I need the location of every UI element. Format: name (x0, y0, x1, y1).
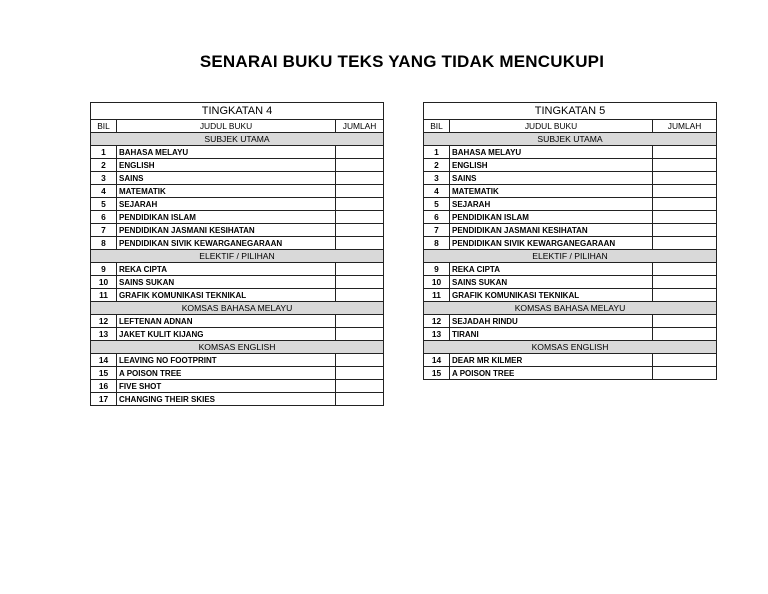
table-row (424, 159, 717, 172)
book-title: BAHASA MELAYU (450, 146, 653, 159)
amount-cell[interactable] (653, 328, 717, 341)
row-number: 14 (91, 354, 117, 367)
table-tingkatan-4 (90, 102, 384, 406)
row-number: 12 (424, 315, 450, 328)
section-heading: KOMSAS ENGLISH (424, 341, 717, 354)
table-body (424, 103, 717, 380)
table-row (91, 159, 384, 172)
row-number: 2 (91, 159, 117, 172)
amount-cell[interactable] (336, 367, 384, 380)
table-row (91, 146, 384, 159)
amount-cell[interactable] (336, 393, 384, 406)
table-row (424, 276, 717, 289)
book-title: SEJADAH RINDU (450, 315, 653, 328)
row-number: 1 (424, 146, 450, 159)
table-heading: TINGKATAN 4 (91, 103, 384, 120)
table-row (424, 367, 717, 380)
book-title: JAKET KULIT KIJANG (117, 328, 336, 341)
column-header-row (424, 120, 717, 133)
book-title: SAINS SUKAN (117, 276, 336, 289)
section-row (91, 302, 384, 315)
table-row (424, 237, 717, 250)
table-heading-row (424, 103, 717, 120)
amount-cell[interactable] (653, 354, 717, 367)
section-heading: KOMSAS BAHASA MELAYU (424, 302, 717, 315)
amount-cell[interactable] (653, 211, 717, 224)
book-title: GRAFIK KOMUNIKASI TEKNIKAL (117, 289, 336, 302)
row-number: 1 (91, 146, 117, 159)
book-title: SAINS (117, 172, 336, 185)
book-title: SAINS (450, 172, 653, 185)
amount-cell[interactable] (336, 172, 384, 185)
book-title: A POISON TREE (450, 367, 653, 380)
row-number: 6 (424, 211, 450, 224)
table-tingkatan-5 (423, 102, 717, 380)
row-number: 6 (91, 211, 117, 224)
table-row (424, 315, 717, 328)
section-heading: SUBJEK UTAMA (91, 133, 384, 146)
book-title: SEJARAH (450, 198, 653, 211)
table-row (424, 185, 717, 198)
row-number: 13 (91, 328, 117, 341)
amount-cell[interactable] (653, 198, 717, 211)
table-row (91, 380, 384, 393)
table-row (424, 354, 717, 367)
row-number: 16 (91, 380, 117, 393)
book-title: PENDIDIKAN SIVIK KEWARGANEGARAAN (117, 237, 336, 250)
amount-cell[interactable] (336, 380, 384, 393)
table-row (424, 289, 717, 302)
column-header-jumlah: JUMLAH (336, 120, 384, 133)
table-row (91, 328, 384, 341)
row-number: 11 (424, 289, 450, 302)
table-body (91, 103, 384, 406)
book-title: PENDIDIKAN JASMANI KESIHATAN (450, 224, 653, 237)
table-row (424, 263, 717, 276)
section-heading: ELEKTIF / PILIHAN (424, 250, 717, 263)
book-title: PENDIDIKAN ISLAM (117, 211, 336, 224)
row-number: 3 (91, 172, 117, 185)
row-number: 17 (91, 393, 117, 406)
table-row (424, 328, 717, 341)
table-row (91, 263, 384, 276)
row-number: 15 (424, 367, 450, 380)
section-heading: ELEKTIF / PILIHAN (91, 250, 384, 263)
book-title: REKA CIPTA (450, 263, 653, 276)
table-row (91, 315, 384, 328)
row-number: 11 (91, 289, 117, 302)
row-number: 5 (91, 198, 117, 211)
book-title: PENDIDIKAN SIVIK KEWARGANEGARAAN (450, 237, 653, 250)
section-heading: KOMSAS ENGLISH (91, 341, 384, 354)
column-header-bil: BIL (424, 120, 450, 133)
book-title: PENDIDIKAN JASMANI KESIHATAN (117, 224, 336, 237)
row-number: 14 (424, 354, 450, 367)
row-number: 3 (424, 172, 450, 185)
book-title: BAHASA MELAYU (117, 146, 336, 159)
row-number: 9 (424, 263, 450, 276)
section-row (91, 250, 384, 263)
row-number: 10 (91, 276, 117, 289)
table-heading: TINGKATAN 5 (424, 103, 717, 120)
amount-cell[interactable] (336, 185, 384, 198)
row-number: 12 (91, 315, 117, 328)
row-number: 10 (424, 276, 450, 289)
amount-cell[interactable] (336, 198, 384, 211)
column-header-judul: JUDUL BUKU (450, 120, 653, 133)
section-row (424, 341, 717, 354)
amount-cell[interactable] (336, 354, 384, 367)
table-row (424, 224, 717, 237)
book-title: DEAR MR KILMER (450, 354, 653, 367)
table-row (91, 276, 384, 289)
section-heading: SUBJEK UTAMA (424, 133, 717, 146)
amount-cell[interactable] (336, 328, 384, 341)
amount-cell[interactable] (336, 224, 384, 237)
row-number: 8 (91, 237, 117, 250)
table-row (91, 211, 384, 224)
book-title: ENGLISH (117, 159, 336, 172)
book-title: FIVE SHOT (117, 380, 336, 393)
book-title: REKA CIPTA (117, 263, 336, 276)
table-row (424, 198, 717, 211)
column-header-bil: BIL (91, 120, 117, 133)
amount-cell[interactable] (336, 146, 384, 159)
amount-cell[interactable] (336, 289, 384, 302)
book-title: ENGLISH (450, 159, 653, 172)
book-title: LEFTENAN ADNAN (117, 315, 336, 328)
book-title: SAINS SUKAN (450, 276, 653, 289)
section-row (424, 133, 717, 146)
section-row (424, 302, 717, 315)
amount-cell[interactable] (336, 276, 384, 289)
amount-cell[interactable] (653, 172, 717, 185)
amount-cell[interactable] (653, 276, 717, 289)
amount-cell[interactable] (653, 367, 717, 380)
table-row (91, 367, 384, 380)
table-row (91, 289, 384, 302)
row-number: 15 (91, 367, 117, 380)
row-number: 2 (424, 159, 450, 172)
table-row (91, 172, 384, 185)
section-heading: KOMSAS BAHASA MELAYU (91, 302, 384, 315)
row-number: 9 (91, 263, 117, 276)
table-row (424, 146, 717, 159)
row-number: 13 (424, 328, 450, 341)
column-header-judul: JUDUL BUKU (117, 120, 336, 133)
amount-cell[interactable] (336, 315, 384, 328)
book-title: SEJARAH (117, 198, 336, 211)
book-title: CHANGING THEIR SKIES (117, 393, 336, 406)
section-row (91, 133, 384, 146)
row-number: 8 (424, 237, 450, 250)
table-row (91, 393, 384, 406)
amount-cell[interactable] (653, 185, 717, 198)
amount-cell[interactable] (653, 159, 717, 172)
row-number: 5 (424, 198, 450, 211)
amount-cell[interactable] (336, 211, 384, 224)
table-row (91, 224, 384, 237)
book-title: PENDIDIKAN ISLAM (450, 211, 653, 224)
amount-cell[interactable] (653, 289, 717, 302)
page-title: SENARAI BUKU TEKS YANG TIDAK MENCUKUPI (199, 52, 605, 71)
table-row (91, 354, 384, 367)
table-row (91, 198, 384, 211)
amount-cell[interactable] (336, 159, 384, 172)
section-row (424, 250, 717, 263)
column-header-row (91, 120, 384, 133)
table-row (91, 237, 384, 250)
book-title: TIRANI (450, 328, 653, 341)
table-heading-row (91, 103, 384, 120)
amount-cell[interactable] (336, 237, 384, 250)
book-title: MATEMATIK (117, 185, 336, 198)
amount-cell[interactable] (653, 237, 717, 250)
book-title: LEAVING NO FOOTPRINT (117, 354, 336, 367)
table-row (424, 172, 717, 185)
row-number: 7 (424, 224, 450, 237)
book-title: MATEMATIK (450, 185, 653, 198)
row-number: 4 (91, 185, 117, 198)
table-row (91, 185, 384, 198)
section-row (91, 341, 384, 354)
book-title: A POISON TREE (117, 367, 336, 380)
row-number: 7 (91, 224, 117, 237)
table-row (424, 211, 717, 224)
amount-cell[interactable] (653, 224, 717, 237)
amount-cell[interactable] (653, 315, 717, 328)
amount-cell[interactable] (336, 263, 384, 276)
amount-cell[interactable] (653, 263, 717, 276)
amount-cell[interactable] (653, 146, 717, 159)
column-header-jumlah: JUMLAH (653, 120, 717, 133)
row-number: 4 (424, 185, 450, 198)
book-title: GRAFIK KOMUNIKASI TEKNIKAL (450, 289, 653, 302)
